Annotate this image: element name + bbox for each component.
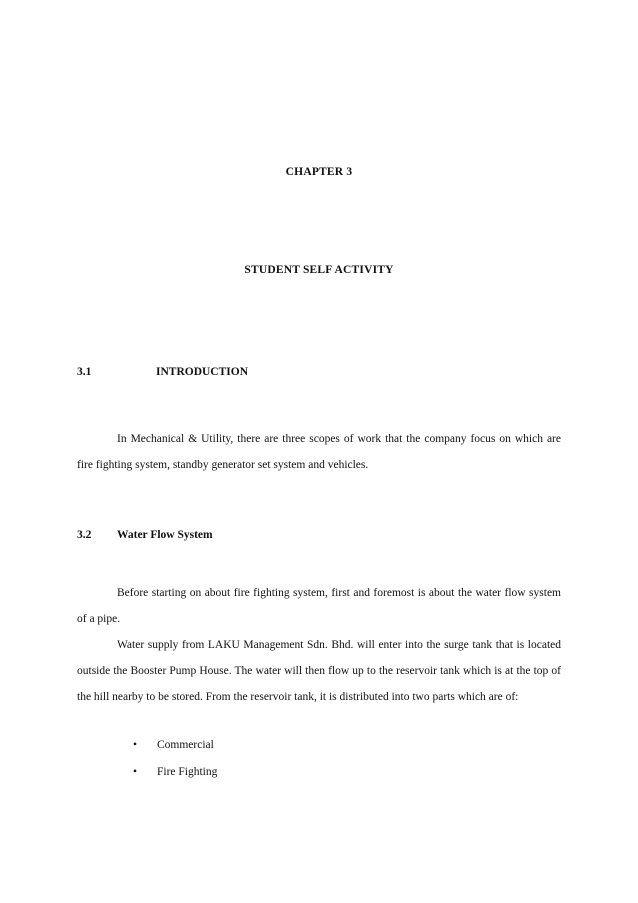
paragraph: In Mechanical & Utility, there are three scopes of work that the company focus on which are fire fighting system, standby generator set system and vehicles. — [77, 433, 561, 471]
bullet-icon: • — [133, 766, 138, 778]
section-number: 3.1 — [77, 366, 92, 378]
bullet-list — [133, 732, 217, 786]
bullet-icon: • — [133, 739, 138, 751]
list-item — [133, 759, 217, 786]
section-title: Water Flow System — [117, 529, 213, 541]
paragraph: Water supply from LAKU Management Sdn. Bhd. will enter into the surge tank that is located outside the Booster Pump House. The water will then flow up to the reservoir tank which is at the top of the hill nearby to be stored. From the reservoir tank, it is distributed into two parts which are of: — [77, 639, 561, 703]
list-item-label: Fire Fighting — [157, 766, 218, 778]
section-title: INTRODUCTION — [156, 366, 249, 378]
list-item-label: Commercial — [157, 739, 214, 751]
paragraph: Before starting on about fire fighting system, first and foremost is about the water flow system of a pipe. — [77, 587, 561, 625]
chapter-heading: CHAPTER 3 — [285, 166, 353, 178]
list-item — [133, 732, 217, 759]
section-number: 3.2 — [77, 529, 92, 541]
chapter-title: STUDENT SELF ACTIVITY — [244, 264, 394, 276]
